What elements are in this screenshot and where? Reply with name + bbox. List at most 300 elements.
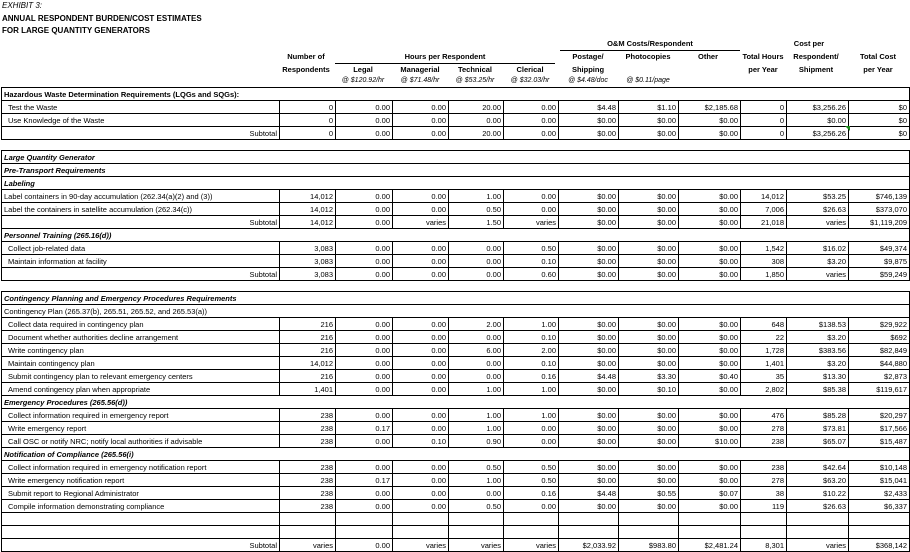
cell-cost-per-respondent: $3,256.26 (787, 101, 849, 114)
spacer-cell (2, 140, 910, 151)
cell-total-cost: $2,433 (849, 487, 910, 500)
cell-managerial: 0.00 (393, 318, 449, 331)
header-hours-per-respondent: Hours per Respondent (404, 52, 486, 61)
cell-cost-per-respondent: $73.81 (787, 422, 849, 435)
table-row (2, 229, 910, 242)
cell-total-cost: $0 (849, 127, 910, 140)
cell-legal: 0.00 (336, 500, 393, 513)
rate-technical: @ $53.25/hr (455, 77, 495, 84)
cell-postage: $0.00 (559, 331, 619, 344)
cell-comment-marker (845, 126, 850, 131)
cell-technical: 20.00 (449, 101, 504, 114)
cell-total-hours: 1,542 (741, 242, 787, 255)
empty-cell (280, 513, 336, 526)
cell-managerial: 0.00 (393, 242, 449, 255)
cell-total-hours: 1,850 (741, 268, 787, 281)
cell-legal: 0.00 (336, 242, 393, 255)
cell-cost-per-respondent: $53.25 (787, 190, 849, 203)
exhibit-title-line2: FOR LARGE QUANTITY GENERATORS (2, 26, 151, 35)
table-row (2, 242, 910, 255)
cell-total-hours: 238 (741, 435, 787, 448)
cell-managerial: 0.00 (393, 203, 449, 216)
cell-postage: $0.00 (559, 114, 619, 127)
cell-other: $10.00 (679, 435, 741, 448)
header-om-costs: O&M Costs/Respondent (607, 39, 693, 48)
cell-total-cost: $49,374 (849, 242, 910, 255)
cell-photocopies: $0.00 (619, 203, 679, 216)
cell-photocopies: $0.00 (619, 435, 679, 448)
row-label: Collect information required in emergency report (2, 409, 280, 422)
cell-postage: $0.00 (559, 190, 619, 203)
cell-respondents: 238 (280, 487, 336, 500)
empty-cell (2, 526, 280, 539)
cell-managerial: 0.00 (393, 357, 449, 370)
cell-postage: $0.00 (559, 216, 619, 229)
section-heading: Contingency Planning and Emergency Procedures Requirements (2, 292, 910, 305)
cell-total-cost: $0 (849, 114, 910, 127)
cell-clerical: varies (504, 539, 559, 552)
empty-cell (2, 513, 280, 526)
cell-legal: 0.00 (336, 203, 393, 216)
table-row (2, 292, 910, 305)
cell-managerial: 0.00 (393, 500, 449, 513)
cell-cost-per-respondent: $26.63 (787, 203, 849, 216)
table-row (2, 435, 910, 448)
cell-respondents: 238 (280, 435, 336, 448)
cell-cost-per-respondent: varies (787, 268, 849, 281)
table-row (2, 409, 910, 422)
cell-technical: 0.00 (449, 370, 504, 383)
cell-clerical: 0.50 (504, 474, 559, 487)
empty-cell (336, 513, 393, 526)
cell-managerial: 0.00 (393, 127, 449, 140)
cell-other: $0.00 (679, 422, 741, 435)
cell-total-cost: $20,297 (849, 409, 910, 422)
cell-technical: 1.00 (449, 422, 504, 435)
row-label: Write emergency report (2, 422, 280, 435)
cell-managerial: 0.00 (393, 383, 449, 396)
cell-cost-per-respondent: $85.38 (787, 383, 849, 396)
subtotal-label: Subtotal (2, 268, 280, 281)
cell-legal: 0.00 (336, 487, 393, 500)
cell-clerical: 0.10 (504, 331, 559, 344)
cell-total-cost: $15,487 (849, 435, 910, 448)
cell-technical: 6.00 (449, 344, 504, 357)
cell-respondents: 238 (280, 409, 336, 422)
cell-clerical: 0.00 (504, 127, 559, 140)
cell-total-cost: $82,849 (849, 344, 910, 357)
cell-respondents: 14,012 (280, 357, 336, 370)
cell-managerial: 0.00 (393, 114, 449, 127)
header-per-year-hours: per Year (748, 65, 778, 74)
table-row (2, 422, 910, 435)
cell-clerical: 2.00 (504, 344, 559, 357)
cell-total-cost: $373,070 (849, 203, 910, 216)
header-other: Other (697, 52, 718, 61)
cell-photocopies: $0.00 (619, 331, 679, 344)
cell-cost-per-respondent: varies (787, 216, 849, 229)
cell-clerical: 0.50 (504, 242, 559, 255)
cell-total-hours: 0 (741, 101, 787, 114)
cell-technical: 1.00 (449, 383, 504, 396)
cell-legal: 0.00 (336, 216, 393, 229)
cell-cost-per-respondent: $3.20 (787, 255, 849, 268)
cell-photocopies: $0.00 (619, 461, 679, 474)
cell-technical: 0.50 (449, 500, 504, 513)
empty-cell (504, 513, 559, 526)
table-row (2, 331, 910, 344)
table-row (2, 88, 910, 101)
cell-postage: $0.00 (559, 127, 619, 140)
cell-total-hours: 38 (741, 487, 787, 500)
cell-managerial: 0.00 (393, 461, 449, 474)
cell-photocopies: $0.55 (619, 487, 679, 500)
cell-respondents: 238 (280, 422, 336, 435)
cell-postage: $0.00 (559, 461, 619, 474)
cell-other: $0.00 (679, 268, 741, 281)
cell-cost-per-respondent: $16.02 (787, 242, 849, 255)
cell-legal: 0.00 (336, 190, 393, 203)
table-row (2, 474, 910, 487)
empty-cell (504, 526, 559, 539)
cell-clerical: 0.00 (504, 422, 559, 435)
cell-technical: 0.00 (449, 114, 504, 127)
section-heading: Large Quantity Generator (2, 151, 910, 164)
table-row (2, 177, 910, 190)
exhibit-number: EXHIBIT 3: (2, 1, 43, 10)
header-per-year-cost: per Year (863, 65, 893, 74)
cell-other: $0.00 (679, 500, 741, 513)
cell-postage: $0.00 (559, 203, 619, 216)
cell-postage: $0.00 (559, 500, 619, 513)
exhibit-title-line1: ANNUAL RESPONDENT BURDEN/COST ESTIMATES (2, 14, 202, 23)
cell-clerical: varies (504, 216, 559, 229)
cell-other: $2,481.24 (679, 539, 741, 552)
header-managerial: Managerial (400, 65, 440, 74)
cell-photocopies: $0.00 (619, 216, 679, 229)
table-row (2, 318, 910, 331)
cell-respondents: 216 (280, 318, 336, 331)
cell-respondents: 3,083 (280, 268, 336, 281)
table-row (2, 216, 910, 229)
cell-postage: $0.00 (559, 474, 619, 487)
cell-photocopies: $0.00 (619, 409, 679, 422)
cell-cost-per-respondent: $3,256.26 (787, 127, 849, 140)
cell-postage: $0.00 (559, 255, 619, 268)
cell-photocopies: $0.00 (619, 474, 679, 487)
cell-technical: 0.00 (449, 255, 504, 268)
cell-total-hours: 8,301 (741, 539, 787, 552)
cell-clerical: 0.00 (504, 190, 559, 203)
cell-respondents: 238 (280, 474, 336, 487)
cell-technical: 0.00 (449, 331, 504, 344)
cell-respondents: 1,401 (280, 383, 336, 396)
cell-photocopies: $0.00 (619, 344, 679, 357)
cell-total-cost: $2,873 (849, 370, 910, 383)
table-row (2, 487, 910, 500)
row-label: Compile information demonstrating compliance (2, 500, 280, 513)
cell-legal: 0.00 (336, 435, 393, 448)
cell-clerical: 1.00 (504, 318, 559, 331)
cell-other: $0.40 (679, 370, 741, 383)
empty-cell (559, 526, 619, 539)
cell-other: $2,185.68 (679, 101, 741, 114)
cell-clerical: 0.00 (504, 203, 559, 216)
cell-total-cost: $15,041 (849, 474, 910, 487)
cell-cost-per-respondent: $3.20 (787, 357, 849, 370)
empty-cell (741, 513, 787, 526)
cell-respondents: 14,012 (280, 203, 336, 216)
table-row (2, 190, 910, 203)
section-heading: Hazardous Waste Determination Requirements (LQGs and SQGs): (2, 88, 910, 101)
cell-other: $0.00 (679, 127, 741, 140)
cell-postage: $0.00 (559, 435, 619, 448)
cell-cost-per-respondent: $383.56 (787, 344, 849, 357)
cell-legal: 0.00 (336, 370, 393, 383)
cell-other: $0.00 (679, 344, 741, 357)
cell-technical: 1.00 (449, 474, 504, 487)
empty-cell (619, 526, 679, 539)
section-heading: Contingency Plan (265.37(b), 265.51, 265.52, and 265.53(a)) (2, 305, 910, 318)
cell-total-hours: 278 (741, 422, 787, 435)
cell-clerical: 0.00 (504, 114, 559, 127)
header-total-hours: Total Hours (742, 52, 784, 61)
table-row (2, 164, 910, 177)
cell-respondents: 238 (280, 461, 336, 474)
cell-other: $0.00 (679, 461, 741, 474)
cell-total-hours: 2,802 (741, 383, 787, 396)
table-row (2, 151, 910, 164)
cell-total-cost: $692 (849, 331, 910, 344)
cell-photocopies: $0.00 (619, 268, 679, 281)
empty-cell (741, 526, 787, 539)
empty-cell (679, 513, 741, 526)
cell-total-hours: 35 (741, 370, 787, 383)
row-label: Label containers in 90-day accumulation (262.34(a)(2) and (3)) (2, 190, 280, 203)
cell-legal: 0.00 (336, 344, 393, 357)
table-row (2, 500, 910, 513)
cell-total-cost: $17,566 (849, 422, 910, 435)
cell-total-cost: $9,875 (849, 255, 910, 268)
cell-managerial: 0.00 (393, 331, 449, 344)
cell-photocopies: $0.00 (619, 255, 679, 268)
row-label: Write emergency notification report (2, 474, 280, 487)
cell-other: $0.00 (679, 357, 741, 370)
cell-technical: 0.00 (449, 357, 504, 370)
header-hours-underline (335, 63, 555, 64)
subtotal-label: Subtotal (2, 539, 280, 552)
cell-other: $0.00 (679, 114, 741, 127)
cell-cost-per-respondent: $13.30 (787, 370, 849, 383)
row-label: Use Knowledge of the Waste (2, 114, 280, 127)
cell-postage: $0.00 (559, 357, 619, 370)
section-heading: Pre-Transport Requirements (2, 164, 910, 177)
empty-cell (393, 513, 449, 526)
cell-photocopies: $0.00 (619, 114, 679, 127)
cell-clerical: 0.00 (504, 101, 559, 114)
cell-respondents: 216 (280, 344, 336, 357)
cell-clerical: 0.60 (504, 268, 559, 281)
row-label: Document whether authorities decline arrangement (2, 331, 280, 344)
cell-clerical: 0.16 (504, 370, 559, 383)
cell-clerical: 0.10 (504, 255, 559, 268)
cell-total-cost: $119,617 (849, 383, 910, 396)
table-row (2, 344, 910, 357)
cell-clerical: 0.50 (504, 461, 559, 474)
cell-other: $0.00 (679, 216, 741, 229)
cell-legal: 0.00 (336, 127, 393, 140)
cell-total-hours: 238 (741, 461, 787, 474)
cell-photocopies: $0.00 (619, 357, 679, 370)
cell-technical: 1.50 (449, 216, 504, 229)
empty-cell (336, 526, 393, 539)
subtotal-label: Subtotal (2, 127, 280, 140)
cell-photocopies: $0.00 (619, 127, 679, 140)
header-om-underline (560, 50, 740, 51)
cell-managerial: 0.10 (393, 435, 449, 448)
cell-managerial: 0.00 (393, 190, 449, 203)
rate-postage: @ $4.48/doc (568, 77, 608, 84)
empty-cell (393, 526, 449, 539)
cell-respondents: 0 (280, 127, 336, 140)
cell-clerical: 0.00 (504, 435, 559, 448)
cell-postage: $4.48 (559, 370, 619, 383)
row-label: Collect job-related data (2, 242, 280, 255)
table-row (2, 101, 910, 114)
table-row (2, 357, 910, 370)
cell-total-cost: $10,148 (849, 461, 910, 474)
header-shipping: Shipping (571, 65, 605, 74)
empty-cell (849, 526, 910, 539)
cell-total-cost: $368,142 (849, 539, 910, 552)
cell-other: $0.00 (679, 474, 741, 487)
header-respondents: Respondents (282, 65, 330, 74)
cell-photocopies: $1.10 (619, 101, 679, 114)
cell-total-hours: 308 (741, 255, 787, 268)
cell-cost-per-respondent: $0.00 (787, 114, 849, 127)
cell-technical: 0.00 (449, 268, 504, 281)
cell-respondents: 14,012 (280, 190, 336, 203)
cell-respondents: varies (280, 539, 336, 552)
table-row (2, 448, 910, 461)
cell-managerial: 0.00 (393, 255, 449, 268)
row-label: Call OSC or notify NRC; notify local authorities if advisable (2, 435, 280, 448)
cell-cost-per-respondent: $65.07 (787, 435, 849, 448)
cell-technical: 1.00 (449, 190, 504, 203)
table-row (2, 383, 910, 396)
cell-postage: $0.00 (559, 318, 619, 331)
header-cost-per: Cost per (793, 39, 825, 48)
cell-other: $0.00 (679, 203, 741, 216)
cell-other: $0.00 (679, 318, 741, 331)
row-label: Label the containers in satellite accumulation (262.34(c)) (2, 203, 280, 216)
section-heading: Emergency Procedures (265.56(d)) (2, 396, 910, 409)
header-clerical: Clerical (516, 65, 544, 74)
cell-photocopies: $0.00 (619, 422, 679, 435)
header-photocopies: Photocopies (625, 52, 671, 61)
cell-clerical: 0.10 (504, 357, 559, 370)
cell-respondents: 0 (280, 114, 336, 127)
row-label: Submit contingency plan to relevant emergency centers (2, 370, 280, 383)
cell-technical: 20.00 (449, 127, 504, 140)
cell-managerial: 0.00 (393, 409, 449, 422)
cell-legal: 0.00 (336, 357, 393, 370)
cell-respondents: 3,083 (280, 255, 336, 268)
cell-managerial: 0.00 (393, 422, 449, 435)
empty-cell (619, 513, 679, 526)
cell-total-hours: 1,401 (741, 357, 787, 370)
cell-total-cost: $1,119,209 (849, 216, 910, 229)
cell-postage: $4.48 (559, 101, 619, 114)
cell-clerical: 1.00 (504, 383, 559, 396)
cell-respondents: 14,012 (280, 216, 336, 229)
cell-postage: $0.00 (559, 344, 619, 357)
rate-clerical: @ $32.03/hr (510, 77, 550, 84)
cell-technical: 2.00 (449, 318, 504, 331)
table-row (2, 255, 910, 268)
row-label: Test the Waste (2, 101, 280, 114)
cell-postage: $0.00 (559, 409, 619, 422)
cell-cost-per-respondent: $10.22 (787, 487, 849, 500)
header-legal: Legal (353, 65, 373, 74)
cell-other: $0.00 (679, 255, 741, 268)
cell-clerical: 1.00 (504, 409, 559, 422)
cell-total-cost: $29,922 (849, 318, 910, 331)
cell-managerial: 0.00 (393, 101, 449, 114)
table-row (2, 268, 910, 281)
cell-legal: 0.17 (336, 422, 393, 435)
header-postage: Postage/ (572, 52, 604, 61)
cell-technical: 0.50 (449, 203, 504, 216)
empty-cell (679, 526, 741, 539)
cell-legal: 0.00 (336, 383, 393, 396)
cell-legal: 0.00 (336, 461, 393, 474)
cell-other: $0.00 (679, 383, 741, 396)
empty-cell (280, 526, 336, 539)
cell-other: $0.00 (679, 242, 741, 255)
cell-managerial: 0.00 (393, 474, 449, 487)
cell-respondents: 216 (280, 370, 336, 383)
empty-cell (787, 526, 849, 539)
cell-legal: 0.00 (336, 409, 393, 422)
cell-cost-per-respondent: $85.28 (787, 409, 849, 422)
cell-managerial: 0.00 (393, 268, 449, 281)
section-heading: Labeling (2, 177, 910, 190)
cell-postage: $0.00 (559, 242, 619, 255)
cell-photocopies: $0.10 (619, 383, 679, 396)
table-row (2, 396, 910, 409)
cell-total-hours: 14,012 (741, 190, 787, 203)
header-number-of: Number of (287, 52, 325, 61)
cell-other: $0.00 (679, 331, 741, 344)
cell-photocopies: $983.80 (619, 539, 679, 552)
cell-total-hours: 22 (741, 331, 787, 344)
table-row (2, 127, 910, 140)
cell-managerial: 0.00 (393, 370, 449, 383)
cell-managerial: 0.00 (393, 344, 449, 357)
rate-legal: @ $120.92/hr (341, 77, 385, 84)
cell-legal: 0.00 (336, 318, 393, 331)
table-row (2, 140, 910, 151)
cell-cost-per-respondent: $42.64 (787, 461, 849, 474)
table-row (2, 281, 910, 292)
rate-photocopies: @ $0.11/page (626, 77, 670, 84)
rate-managerial: @ $71.48/hr (400, 77, 440, 84)
cell-technical: 0.00 (449, 242, 504, 255)
cell-total-hours: 648 (741, 318, 787, 331)
empty-cell (449, 513, 504, 526)
table-row (2, 305, 910, 318)
